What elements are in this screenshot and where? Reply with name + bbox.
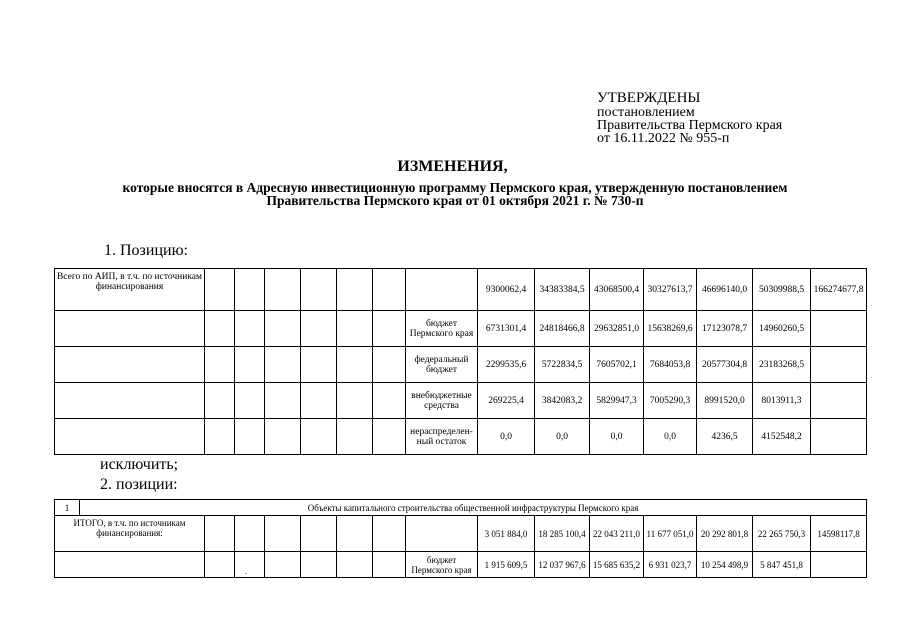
document-title: ИЗМЕНЕНИЯ, [397,158,508,175]
value-cell: 43068500,4 [590,269,644,311]
subtitle-line: Правительства Пермского края от 01 октября 2021 г. № 730-п [266,193,644,208]
value-cell: 1 915 609,5 [478,552,535,578]
value-cell: 4236,5 [697,419,753,455]
value-cell: 20 292 801,8 [697,516,753,552]
value-cell: 269225,4 [478,383,535,419]
value-cell: 5722834,5 [535,347,590,383]
value-cell: 3 051 884,0 [478,516,535,552]
exclude-text: исключить; [100,456,179,473]
value-cell: 20577304,8 [697,347,753,383]
value-cell: 11 677 051,0 [644,516,697,552]
value-cell: 24818466,8 [535,311,590,347]
value-cell: 5829947,3 [590,383,644,419]
row-label: Всего по АИП, в т.ч. по источникам финансирования [55,269,205,311]
table-row [55,552,867,578]
value-cell: 166274677,8 [811,269,867,311]
value-cell: 50309988,5 [753,269,811,311]
subtitle-line: которые вносятся в Адресную инвестиционную программу Пермского края, утвержденную постановлением [122,180,788,195]
source-cell: внебюджетные средства [406,383,478,419]
value-cell: 7605702,1 [590,347,644,383]
value-cell: 17123078,7 [697,311,753,347]
table-row [55,347,867,383]
table-position-2 [54,499,867,578]
value-cell: 0,0 [478,419,535,455]
approval-line: Правительства Пермского края [597,118,783,133]
value-cell: 2299535,6 [478,347,535,383]
table-row [55,419,867,455]
approval-block [597,90,782,145]
value-cell: 7005290,3 [644,383,697,419]
approval-line: постановлением [597,105,695,120]
value-cell: 4152548,2 [753,419,811,455]
table-row [55,516,867,552]
value-cell: 14598117,8 [811,516,867,552]
table-row [55,500,867,516]
document-subtitle [40,181,870,207]
value-cell: 8013911,3 [753,383,811,419]
value-cell: 7684053,8 [644,347,697,383]
value-cell [811,383,867,419]
value-cell: 14960260,5 [753,311,811,347]
value-cell: 15638269,6 [644,311,697,347]
table-position-1 [54,268,867,455]
value-cell [811,311,867,347]
table-row [55,269,867,311]
source-cell: бюджет Пермского края [406,552,478,578]
value-cell: 15 685 635,2 [590,552,644,578]
source-cell: федеральный бюджет [406,347,478,383]
value-cell: 18 285 100,4 [535,516,590,552]
value-cell: 0,0 [644,419,697,455]
value-cell: 5 847 451,8 [753,552,811,578]
table-row [55,311,867,347]
value-cell: 29632851,0 [590,311,644,347]
value-cell: 3842083,2 [535,383,590,419]
value-cell [811,552,867,578]
value-cell: 22 265 750,3 [753,516,811,552]
value-cell: 9300062,4 [478,269,535,311]
value-cell: 22 043 211,0 [590,516,644,552]
value-cell: 0,0 [535,419,590,455]
value-cell: 23183268,5 [753,347,811,383]
source-cell: бюджет Пермского края [406,311,478,347]
source-cell [406,269,478,311]
value-cell: 6731301,4 [478,311,535,347]
value-cell: 10 254 498,9 [697,552,753,578]
value-cell: 0,0 [590,419,644,455]
table-row [55,383,867,419]
value-cell: 30327613,7 [644,269,697,311]
source-cell: нераспределен-ный остаток [406,419,478,455]
value-cell [811,419,867,455]
value-cell: 46696140,0 [697,269,753,311]
section1-heading: 1. Позицию: [104,242,188,259]
section2-heading: 2. позиции: [100,476,178,493]
value-cell: 6 931 023,7 [644,552,697,578]
total-label: ИТОГО, в т.ч. по источникам финансирования: [55,516,205,552]
value-cell: 8991520,0 [697,383,753,419]
value-cell [811,347,867,383]
approval-title: УТВЕРЖДЕНЫ [597,90,701,106]
approval-date: от 16.11.2022 № 955-п [597,131,730,146]
value-cell: 34383384,5 [535,269,590,311]
cell-mark: . [245,567,247,576]
value-cell: 12 037 967,6 [535,552,590,578]
row-number: 1 [55,500,80,516]
section-header: Объекты капитального строительства общественной инфраструктуры Пермского края [80,500,867,516]
